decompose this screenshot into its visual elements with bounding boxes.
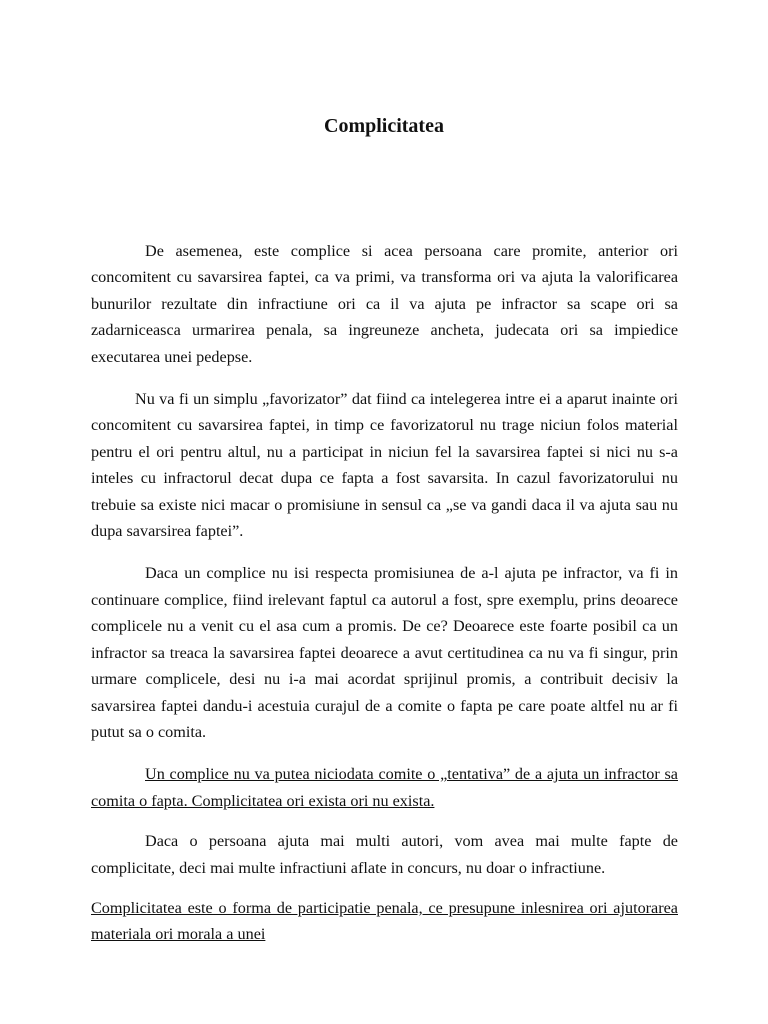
paragraph-favorizator: Nu va fi un simplu „favorizator” dat fiind ca intelegerea intre ei a aparut inainte ori concomitent cu savarsirea faptei, in timp ce favorizatorul nu trage niciun folos material pentru el ori pentru altul, nu a participat in niciun fel la savarsirea faptei si nici nu s-a inteles cu infractorul decat dupa ce fapta a fost savarsita. In cazul favorizatorului nu trebuie sa existe nici macar o promisiune in sensul ca „se va gandi daca il va ajuta sau nu dupa savarsirea faptei”. [91, 390, 678, 541]
document-title: Complicitatea [324, 115, 444, 137]
paragraph-promisiune-nerespectata: Daca un complice nu isi respecta promisiunea de a-l ajuta pe infractor, va fi in continuare complice, fiind irelevant faptul ca autorul a fost, spre exemplu, prins deoarece complicele nu a venit cu el asa cum a promis. De ce? Deoarece este foarte posibil ca un infractor sa treaca la savarsirea faptei deoarece a avut certitudinea ca nu va fi singur, prin urmare complicele, desi nu i-a mai acordat sprijinul promis, a contribuit decisiv la savarsirea faptei dandu-i acestuia curajul de a comite o fapta pe care poate altfel nu ar fi putut sa o comita. [91, 564, 678, 741]
paragraph-tentativa: Un complice nu va putea niciodata comite o „tentativa” de a ajuta un infractor sa comita o fapta. Complicitatea ori exista ori nu exista. [91, 765, 678, 810]
paragraph-complice-promisiune: De asemenea, este complice si acea persoana care promite, anterior ori concomitent cu savarsirea faptei, ca va primi, va transforma ori va ajuta la valorificarea bunurilor rezultate din infractiune ori ca il va ajuta pe infractor sa scape ori sa zadarniceasca urmarirea penala, sa ingreuneze ancheta, judecata ori sa impiedice executarea unei pedepse. [91, 242, 678, 366]
paragraph-mai-multi-autori: Daca o persoana ajuta mai multi autori, vom avea mai multe fapte de complicitate, deci mai multe infractiuni aflate in concurs, nu doar o infractiune. [91, 832, 678, 877]
paragraph-definitie: Complicitatea este o forma de participatie penala, ce presupune inlesnirea ori ajutorarea materiala ori morala a unei [91, 898, 678, 944]
document-body [91, 238, 678, 962]
